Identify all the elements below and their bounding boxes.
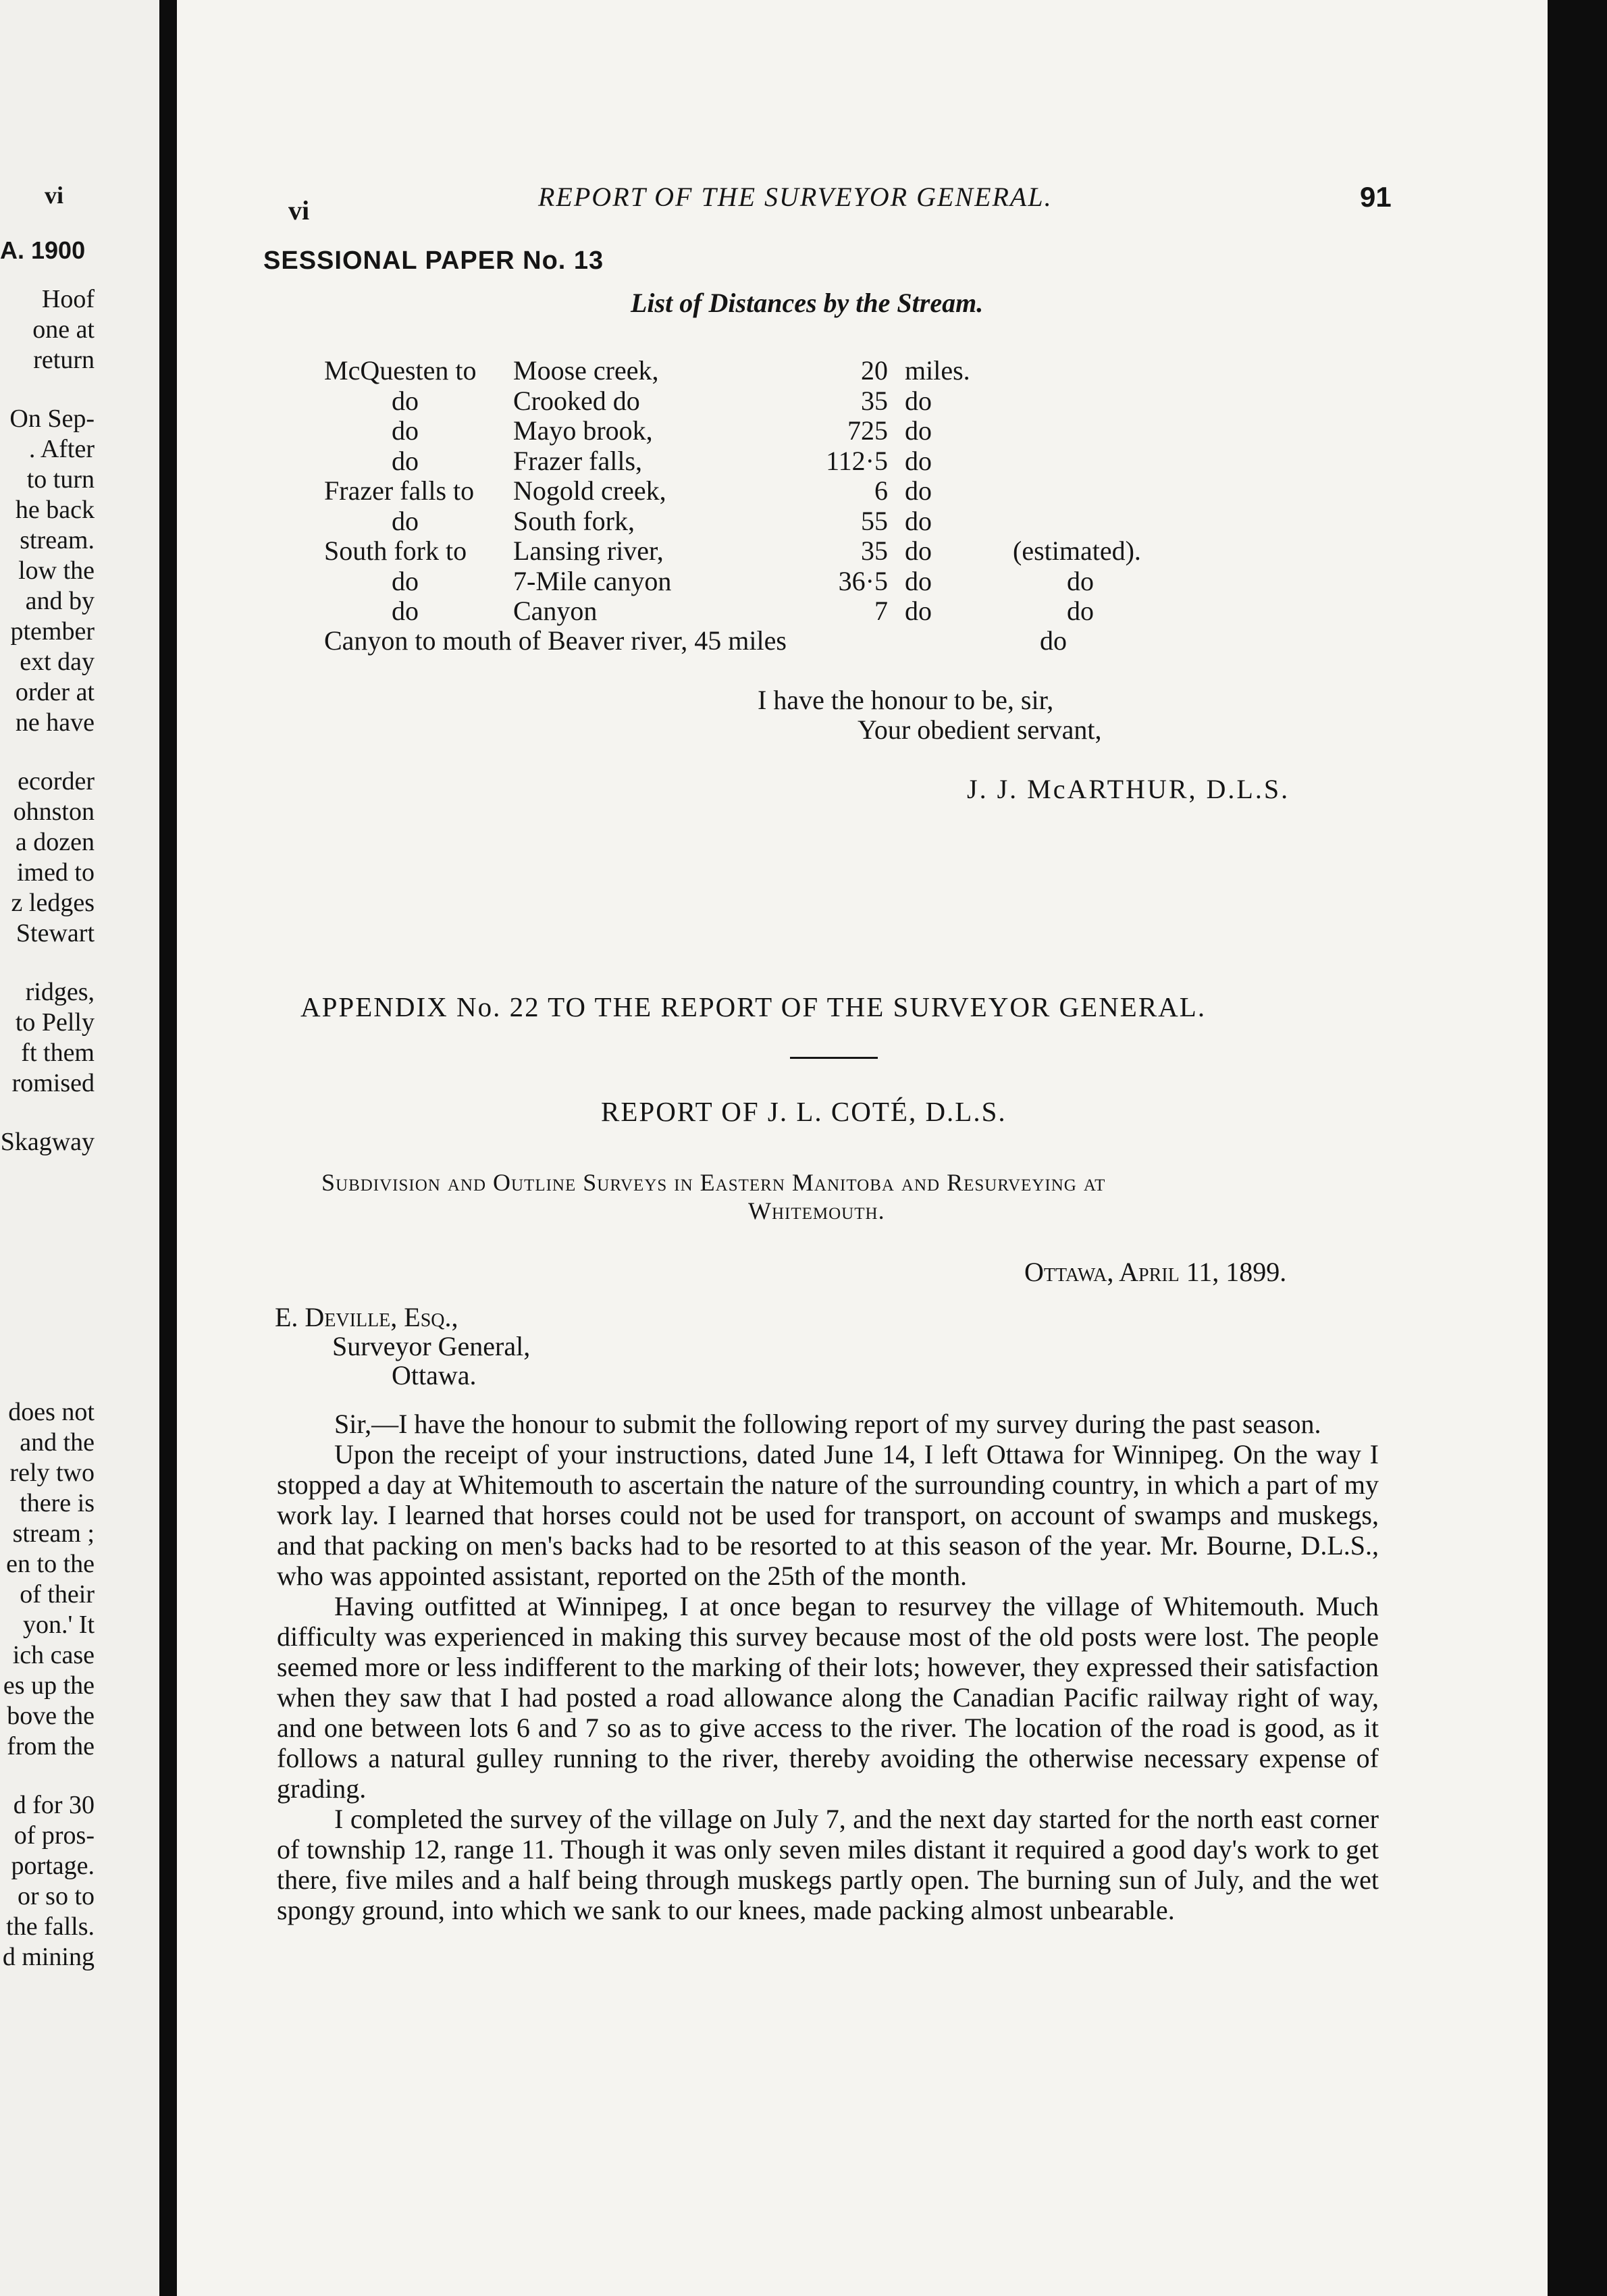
distance-to: Mayo brook, <box>513 415 653 446</box>
page-roman-numeral: vi <box>288 195 310 226</box>
addressee-city: Ottawa. <box>392 1360 477 1390</box>
distance-from: Frazer falls to <box>324 475 475 506</box>
left-page-fragment-line: Hoof <box>41 285 95 313</box>
left-page-fragment-line: d for 30 <box>13 1791 95 1819</box>
title-divider <box>790 1057 878 1059</box>
distance-unit: do <box>905 565 932 596</box>
left-page-fragment-line: es up the <box>3 1671 95 1700</box>
report-body <box>277 1409 1379 1925</box>
left-page-fragment-line: romised <box>11 1069 95 1097</box>
distance-from: do <box>392 596 419 626</box>
closing-line-1: I have the honour to be, sir, <box>758 685 1054 715</box>
distance-value: 7 <box>874 596 888 626</box>
left-page-fragment-line: rely two <box>9 1459 95 1487</box>
report-subtitle-line-1: Subdivision and Outline Surveys in Eastern Manitoba and Resurveying at <box>321 1169 1106 1196</box>
left-page-fragment-line: en to the <box>6 1550 95 1578</box>
distances-last-row-note: do <box>1040 625 1067 656</box>
distances-last-row-text: Canyon to mouth of Beaver river, 45 miles <box>324 625 787 656</box>
left-page-fragment-line: ne have <box>15 708 95 737</box>
distance-from: do <box>392 565 419 596</box>
left-page-fragment-line: Skagway <box>0 1128 95 1156</box>
left-page-fragment-line: ridges, <box>25 978 95 1006</box>
left-page-fragment-line: yon.' It <box>22 1611 95 1639</box>
left-page-fragment-line: to Pelly <box>15 1008 95 1037</box>
distance-value: 55 <box>861 505 888 536</box>
left-page-fragment-line: imed to <box>16 858 95 887</box>
left-page-fragment-line: order at <box>15 678 95 706</box>
distance-to: South fork, <box>513 505 635 536</box>
left-page-fragment-line: return <box>33 346 95 374</box>
report-page <box>177 0 1548 2296</box>
left-page-fragment-line: there is <box>20 1489 95 1517</box>
distance-note: (estimated). <box>1013 536 1141 566</box>
left-page-fragment-line: of their <box>20 1580 95 1609</box>
left-page-fragment <box>0 0 159 2296</box>
closing-line-2: Your obedient servant, <box>858 714 1102 745</box>
left-page-fragment-line: ohnston <box>13 798 95 826</box>
appendix-title: APPENDIX No. 22 TO THE REPORT OF THE SURVEYOR GENERAL. <box>300 991 1207 1022</box>
left-page-fragment-line: stream ; <box>12 1519 95 1548</box>
left-page-fragment-line: ft them <box>21 1039 95 1067</box>
left-page-fragment-line: ich case <box>12 1641 95 1669</box>
distance-unit: do <box>905 536 932 566</box>
distance-to: Moose creek, <box>513 355 659 386</box>
left-page-fragment-line: and the <box>20 1428 95 1457</box>
distance-unit: do <box>905 596 932 626</box>
distance-to: Frazer falls, <box>513 445 643 476</box>
left-page-fragment-line: one at <box>32 315 95 344</box>
addressee-title: Surveyor General, <box>332 1331 531 1361</box>
left-page-fragment-line: ecorder <box>18 767 95 795</box>
distance-from: do <box>392 415 419 446</box>
distance-to: Crooked do <box>513 385 640 416</box>
distance-note: do <box>1067 596 1094 626</box>
distance-to: Lansing river, <box>513 536 664 566</box>
distance-value: 36·5 <box>838 565 888 596</box>
left-page-fragment-line: does not <box>8 1398 95 1426</box>
distance-from: do <box>392 445 419 476</box>
left-page-fragment-line: from the <box>7 1732 95 1760</box>
left-page-fragment-line: the falls. <box>6 1912 95 1941</box>
report-subtitle-line-2: Whitemouth. <box>748 1197 885 1224</box>
paragraph-4: I completed the survey of the village on July 7, and the next day started for the north east corner of township 12, range 11. Though it was only seven miles distant it required a good day's work to get there, five miles and a half being through muskegs partly open. The burning sun of July, and the wet spongy ground, into which we sank to our knees, made packing almost unbearable. <box>277 1804 1379 1925</box>
left-page-fragment-line: z ledges <box>11 889 95 917</box>
distance-to: Nogold creek, <box>513 475 666 506</box>
page-number: 91 <box>1360 181 1392 213</box>
left-page-fragment-line: d mining <box>2 1943 95 1971</box>
report-title: REPORT OF J. L. COTÉ, D.L.S. <box>601 1096 1007 1127</box>
distance-unit: do <box>905 475 932 506</box>
left-page-fragment-line: On Sep- <box>9 405 95 433</box>
distance-to: Canyon <box>513 596 598 626</box>
distance-value: 35 <box>861 385 888 416</box>
distance-value: 112·5 <box>826 445 888 476</box>
left-page-fragment-line: ext day <box>20 648 95 676</box>
left-page-fragment-line: portage. <box>11 1852 95 1880</box>
distance-unit: do <box>905 385 932 416</box>
left-page-roman: vi <box>45 182 64 209</box>
running-title: REPORT OF THE SURVEYOR GENERAL. <box>538 182 1053 212</box>
distance-unit: do <box>905 505 932 536</box>
left-page-year: A. 1900 <box>0 236 86 264</box>
distance-value: 20 <box>861 355 888 386</box>
distance-note: do <box>1067 565 1094 596</box>
left-page-fragment-line: and by <box>25 587 95 615</box>
paragraph-1: Sir,—I have the honour to submit the following report of my survey during the past season. <box>334 1409 1321 1439</box>
distance-to: 7-Mile canyon <box>513 565 672 596</box>
distance-from: do <box>392 385 419 416</box>
report-dateline: Ottawa, April 11, 1899. <box>1024 1257 1287 1287</box>
left-page-fragment-line: or so to <box>18 1882 95 1910</box>
distance-value: 35 <box>861 536 888 566</box>
paragraph-2: Upon the receipt of your instructions, dated June 14, I left Ottawa for Winnipeg. On the way I stopped a day at Whitemouth to ascertain the nature of the surrounding country, in which a part of my work lay. I learned that horses could not be used for transport, on account of swamps and muskegs, and that packing on men's backs had to be resorted to at this season of the year. Mr. Bourne, D.L.S., who was appointed assistant, reported on the 25th of the month. <box>277 1439 1379 1591</box>
left-page-fragment-line: low the <box>18 556 95 585</box>
left-page-fragment-line: to turn <box>26 465 95 494</box>
distances-title: List of Distances by the Stream. <box>631 288 984 318</box>
left-page-fragment-line: stream. <box>20 526 95 554</box>
distance-unit: do <box>905 415 932 446</box>
left-page-fragment-line: he back <box>15 496 95 524</box>
distance-from: do <box>392 505 419 536</box>
distance-value: 6 <box>874 475 888 506</box>
left-page-fragment-line: of pros- <box>14 1821 95 1850</box>
left-page-fragment-line: . After <box>28 435 95 463</box>
distance-from: South fork to <box>324 536 467 566</box>
distance-unit: do <box>905 445 932 476</box>
distance-from: McQuesten to <box>324 355 477 386</box>
signature: J. J. McARTHUR, D.L.S. <box>967 774 1290 804</box>
paragraph-3: Having outfitted at Winnipeg, I at once began to resurvey the village of Whitemouth. Much difficulty was experienced in making this survey because most of the old posts were lost. The people seemed more or less indifferent to the marking of their lots; however, they expressed their satisfaction when they saw that I had posted a road allowance along the Canadian Pacific railway right of way, and one between lots 6 and 7 so as to give access to the river. The location of the road is good, as it follows a natural gulley running to the river, thereby avoiding the otherwise necessary expense of grading. <box>277 1591 1379 1804</box>
distance-unit: miles. <box>905 355 970 386</box>
left-page-fragment-line: bove the <box>7 1702 95 1730</box>
left-page-fragment-line: Stewart <box>16 919 95 947</box>
left-page-fragment-line: ptember <box>10 617 95 646</box>
addressee-name: E. Deville, Esq., <box>275 1302 458 1332</box>
sessional-paper-label: SESSIONAL PAPER No. 13 <box>263 246 604 275</box>
distance-value: 725 <box>847 415 888 446</box>
left-page-fragment-line: a dozen <box>15 828 95 856</box>
